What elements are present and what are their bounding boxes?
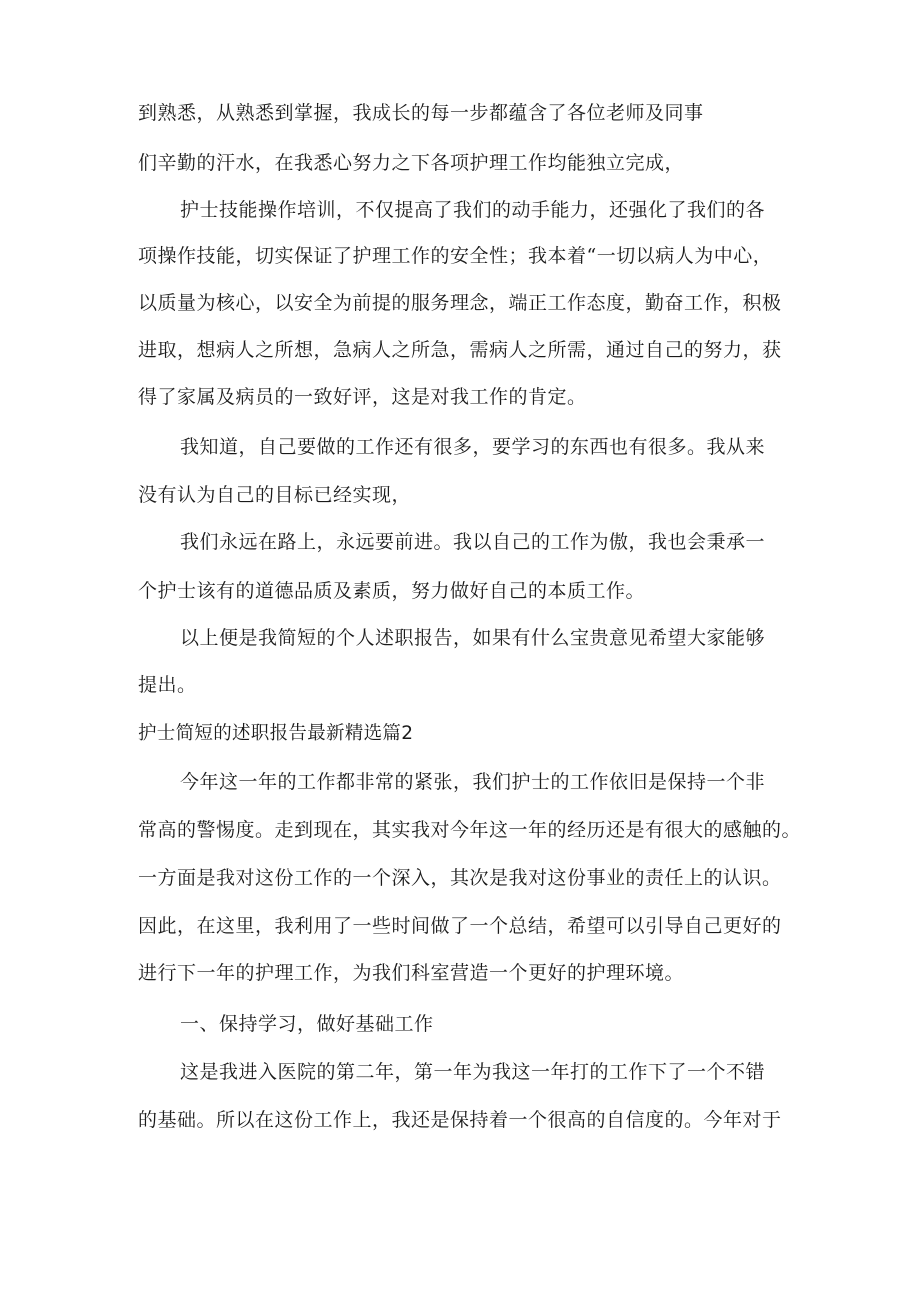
paragraph-first-line: 护士技能操作培训，不仅提高了我们的动手能力，还强化了我们的各 bbox=[180, 199, 766, 221]
paragraph-first-line: 以上便是我简短的个人述职报告，如果有什么宝贵意见希望大家能够 bbox=[180, 627, 766, 649]
body-text-line: 个护士该有的道德品质及素质，努力做好自己的本质工作。 bbox=[138, 580, 646, 602]
body-text-line: 们辛勤的汗水，在我悉心努力之下各项护理工作均能独立完成， bbox=[138, 152, 685, 174]
paragraph-first-line: 我们永远在路上，永远要前进。我以自己的工作为傲，我也会秉承一 bbox=[180, 531, 766, 553]
body-text-line: 进取，想病人之所想，急病人之所急，需病人之所需，通过自己的努力，获 bbox=[138, 339, 782, 361]
body-text-line: 一方面是我对这份工作的一个深入，其次是我对这份事业的责任上的认识。 bbox=[138, 867, 782, 889]
paragraph-first-line: 今年这一年的工作都非常的紧张，我们护士的工作依旧是保持一个非 bbox=[180, 771, 766, 793]
body-text-line: 常高的警惕度。走到现在，其实我对今年这一年的经历还是有很大的感触的。 bbox=[138, 819, 802, 841]
body-text-line: 提出。 bbox=[138, 674, 197, 696]
section-heading: 护士简短的述职报告最新精选篇2 bbox=[138, 723, 414, 744]
body-text-line: 得了家属及病员的一致好评，这是对我工作的肯定。 bbox=[138, 386, 587, 408]
body-text-line: 项操作技能，切实保证了护理工作的安全性；我本着“一切以病人为中心， bbox=[138, 245, 773, 267]
subsection-heading: 一、保持学习，做好基础工作 bbox=[180, 1013, 434, 1035]
body-text-line: 因此，在这里，我利用了一些时间做了一个总结，希望可以引导自己更好的 bbox=[138, 915, 782, 937]
paragraph-first-line: 我知道，自己要做的工作还有很多，要学习的东西也有很多。我从来 bbox=[180, 436, 766, 458]
body-text-line: 的基础。所以在这份工作上，我还是保持着一个很高的自信度的。今年对于 bbox=[138, 1109, 782, 1131]
body-text-line: 以质量为核心，以安全为前提的服务理念，端正工作态度，勤奋工作，积极 bbox=[138, 292, 782, 314]
body-text-line: 进行下一年的护理工作，为我们科室营造一个更好的护理环境。 bbox=[138, 962, 685, 984]
body-text-line: 没有认为自己的目标已经实现， bbox=[138, 484, 412, 506]
paragraph-first-line: 这是我进入医院的第二年，第一年为我这一年打的工作下了一个不错 bbox=[180, 1061, 766, 1083]
body-text-line: 到熟悉，从熟悉到掌握，我成长的每一步都蕴含了各位老师及同事 bbox=[138, 102, 704, 124]
